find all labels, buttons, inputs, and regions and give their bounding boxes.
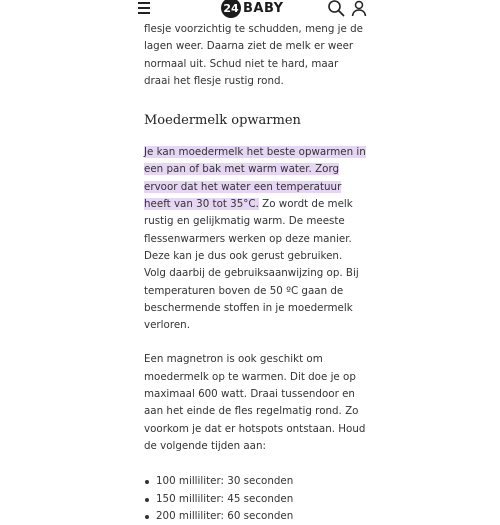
paragraph-continuation: Zo wordt de melk rustig en gelijkmatig warm. De meeste flessenwarmers werken op deze manier. Deze kan je dus ook gerust gebruiken. Volg daarbij de gebruiksaanwijzing op. Bij temperaturen boven de 50 ºC gaan de beschermende stoffen in je moedermelk verloren. (144, 198, 359, 332)
bullet-icon (145, 480, 149, 484)
list-item: 200 milliliter: 60 seconden (144, 508, 366, 525)
article-body (144, 21, 366, 525)
list-item: 100 milliliter: 30 seconden (144, 473, 366, 490)
list-item: 150 milliliter: 45 seconden (144, 491, 366, 508)
search-icon[interactable] (327, 0, 345, 17)
times-list (144, 473, 366, 525)
account-icon[interactable] (350, 0, 368, 17)
hamburger-menu-icon[interactable] (138, 2, 150, 14)
top-bar (0, 0, 500, 20)
magnetron-paragraph: Een magnetron is ook geschikt om moedermelk op te warmen. Dit doe je op maximaal 600 watt. Draai tussendoor en aan het einde de fles regelmatig rond. Zo voorkom je dat er hotspots ontstaan. Houd de volgende tijden aan: (144, 353, 366, 452)
bullet-icon (145, 515, 149, 519)
bullet-icon (145, 498, 149, 502)
logo-text: BABY (243, 0, 284, 16)
warming-paragraph (144, 144, 366, 334)
site-logo[interactable] (221, 0, 284, 18)
intro-paragraph: flesje voorzichtig te schudden, meng je de lagen weer. Daarna ziet de melk er weer normaal uit. Schud niet te hard, maar draai het flesje rustig rond. (144, 23, 363, 87)
highlighted-text[interactable]: Je kan moedermelk het beste opwarmen in een pan of bak met warm water. Zorg ervoor dat het water een temperatuur heeft van 30 tot 35°C. (144, 146, 366, 211)
logo-badge: 24 (221, 0, 241, 18)
section-heading: Moedermelk opwarmen (144, 113, 301, 129)
